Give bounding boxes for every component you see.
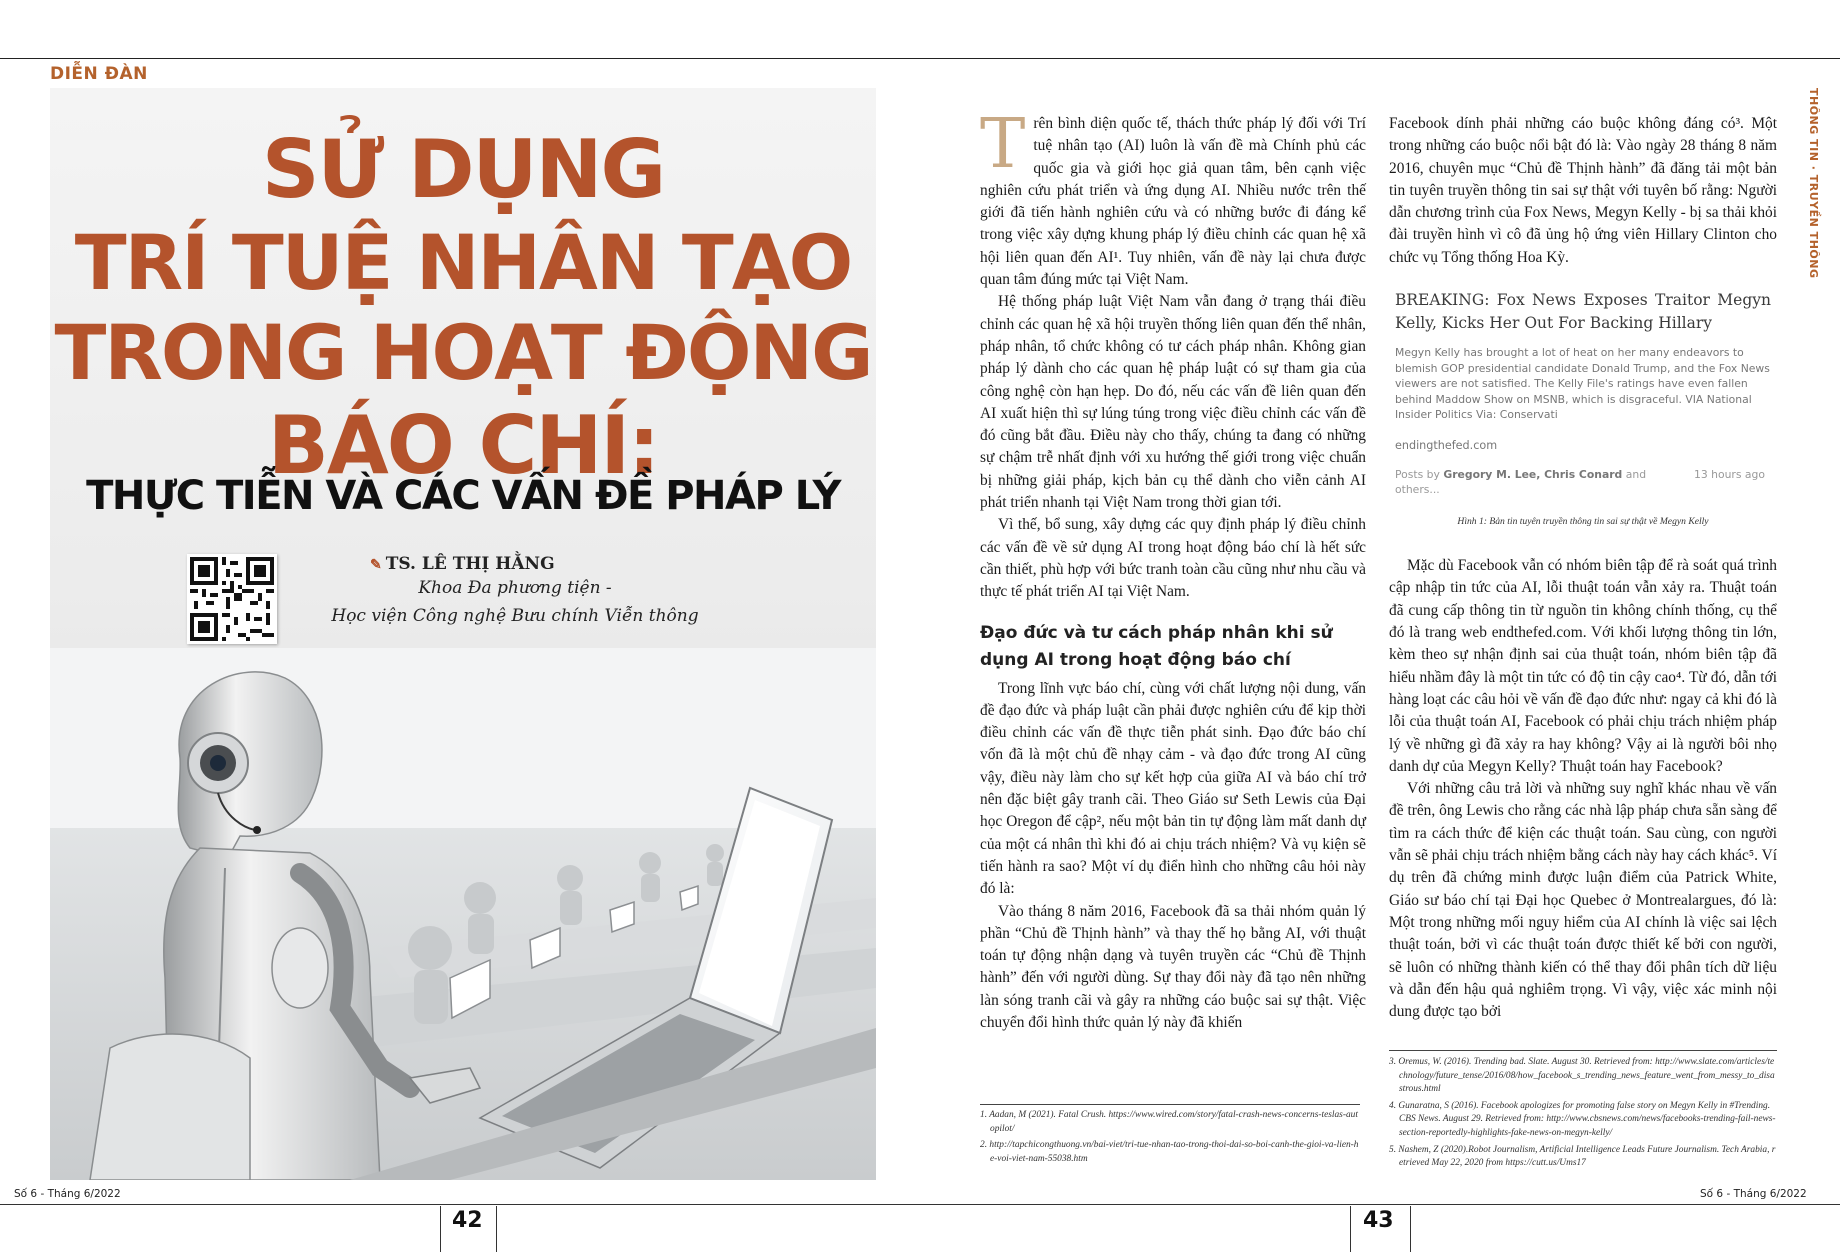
footnote-rule (1389, 1050, 1777, 1051)
fb-post-body: Megyn Kelly has brought a lot of heat on her many endeavors to blemish GOP presidential candidate Donald Trump, and the Fox News viewers are not satisfied. The Kelly File's ratings have even fallen behind Maddow Show on MSNB, which is disgraceful. VIA National Insider Politics Via: Conservati (1395, 346, 1770, 422)
fb-post-time: 13 hours ago (1693, 467, 1765, 481)
page-number-divider (1410, 1206, 1411, 1252)
paragraph: Vào tháng 8 năm 2016, Facebook đã sa thải nhóm quản lý phần “Chủ đề Thịnh hành” và thay thế họ bằng AI, với thuật toán tự động nhận dạng và tuyên truyền các “Chủ đề Thịnh hành” đến với người dùng. Sự thay đổi này đã tạo nên những làn sóng tranh cãi và gây ra những cáo buộc sai sự thật. Việc chuyển đổi hình thức quản lý này đã khiến (980, 902, 1366, 1031)
paragraph: Mặc dù Facebook vẫn có nhóm biên tập để rà soát quá trình cập nhập tin tức của AI, lỗi thuật toán vẫn xảy ra. Thuật toán đã cung cấp thông tin từ nguồn tin không chính thống, cụ thể đó là trang web endthefed.com. Với khối lượng thông tin lớn, kèm theo sự nhận định sai của thuật toán, nhóm biên tập đã hiểu nhầm đây là một tin tức có độ tin cậy cao⁴. Từ đó, dẫn tới hàng loạt các câu hỏi về vấn đề đạo đức như: ngay cả khi đó là lỗi của thuật toán AI, Facebook có phải chịu trách nhiệm pháp lý về những gì đã xảy ra hay không? Vậy ai là người bôi nhọ danh dự của Megyn Kelly? Thuật toán hay Facebook? (1389, 557, 1777, 775)
paragraph: Trong lĩnh vực báo chí, cùng với chất lượng nội dung, vấn đề đạo đức và pháp luật cần phải được nghiên cứu để kịp thời điều chỉnh các vấn đề thực tiễn phát sinh. Đạo đức báo chí vốn đã là một chủ đề nhạy cảm - và đạo đức trong AI cũng vậy, điều này làm cho sự kết hợp của giữa AI và báo chí trở nên đặc biệt gây tranh cãi. Theo Giáo sư Seth Lewis của Đại học Oregon để cập², nếu một bản tin tự động làm mất danh dự của một cá nhân thì khi đó ai chịu trách nhiệm? Và vụ kiện sẽ tiến hành ra sao? Một ví dụ điển hình cho những câu hỏi này đó là: (980, 679, 1366, 898)
title-line-1: SỬ DỤNG (261, 123, 665, 216)
qr-code-icon (190, 557, 274, 641)
qr-code[interactable] (187, 554, 277, 644)
top-rule (0, 58, 1840, 59)
fb-post-meta (1395, 467, 1771, 497)
author-name (370, 554, 730, 574)
page-number-divider (1350, 1206, 1351, 1252)
fb-post-authors: Gregory M. Lee, Chris Conard (1443, 467, 1623, 481)
fb-post-suffix: and others... (1395, 467, 1647, 496)
footnote: 3. Oremus, W. (2016). Trending bad. Slate. August 30. Retrieved from: http://www.slate.com/articles/technology/future_tense/2016/08/how_facebook_s_trending_news_feature_went_from_messy_to_disastrous.html (1389, 1057, 1775, 1095)
intro-text: rên bình diện quốc tế, thách thức pháp lý đối với Trí tuệ nhân tạo (AI) luôn là vấn đề mà Chính phủ các quốc gia và giới học giả quan tâm, bên cạnh việc nghiên cứu phát triển và ứng dụng AI. Nhiều nước trên thế giới đã tiến hành nghiên cứu và có những bước đi đáng kể trong việc xây dựng khung pháp lý điều chỉnh các quan hệ xã hội liên quan đến AI¹. Tuy nhiên, vấn đề này lại chưa được quan tâm đúng mức tại Việt Nam. (980, 115, 1366, 289)
footnotes-left (980, 1109, 1360, 1169)
footnote: 5. Nashem, Z (2020).Robot Journalism, Artificial Intelligence Leads Future Journalism. Tech Arabia, retrieved May 22, 2020 from https://cutt.us/Ums17 (1389, 1144, 1776, 1169)
paragraph: Với những câu trả lời và những suy nghĩ khác nhau về vấn đề trên, ông Lewis cho rằng các nhà lập pháp chưa sẵn sàng để tìm ra cách thức để kiện các thuật toán. Sau cùng, con người vẫn sẽ phải chịu trách nhiệm bằng cách này hay cách khác⁵. Ví dụ trên đã chứng minh được luận điểm của Patrick White, Giáo sư báo chí tại Đại học Quebec ở Montrealargues, đó là: Một trong những mối nguy hiểm của AI chính là việc sai lệch thuật toán, bởi vì các thuật toán được thiết kế bởi con người, sẽ luôn có những thành kiến có thể thay đổi phân tích dữ liệu và dẫn đến hậu quả nghiêm trọng. Vì vậy, việc xác minh nội dung được tạo bởi (1389, 780, 1777, 1021)
footnote: 1. Aadan, M (2021). Fatal Crush. https://www.wired.com/story/fatal-crash-news-concerns-teslas-autopilot/ (980, 1110, 1358, 1134)
issue-label-right: Số 6 - Tháng 6/2022 (1700, 1188, 1807, 1200)
footnote: 2. http://tapchicongthuong.vn/bai-viet/tri-tue-nhan-tao-trong-thoi-dai-so-boi-canh-the-gioi-va-lien-he-voi-viet-nam-55038.htm (980, 1140, 1359, 1164)
footnote-rule (980, 1104, 1360, 1105)
facebook-post-figure (1389, 289, 1777, 497)
hero-panel (50, 88, 876, 1180)
article-column-1 (980, 105, 1366, 1034)
drop-cap: T (980, 105, 1026, 184)
section-heading: Đạo đức và tư cách pháp nhân khi sử dụng AI trong hoạt động báo chí (980, 622, 1333, 670)
article-column-2 (1389, 113, 1777, 1023)
paragraph: Hệ thống pháp luật Việt Nam vẫn đang ở trạng thái điều chỉnh các quan hệ xã hội truyền thống liên quan đến thể nhân, pháp nhân, tổ chức không có tư cách pháp nhân. Không gian pháp lý dành cho các quan hệ pháp luật có sự tham gia của công nghệ còn hạn hẹp. Do đó, nếu các vấn đề liên quan đến AI xuất hiện thì sự lúng túng trong việc điều chỉnh các vấn đề đó cũng bắt đầu. Điều này cho thấy, chúng ta đang có những sự chậm trễ nhất định với xu hướng thế giới trong việc chuẩn bị những giải pháp, kịch bản cụ thể dành cho viễn cảnh AI phát triển nhanh tại Việt Nam trong thời gian tới. (980, 293, 1366, 512)
title-line-4: BÁO CHÍ: (267, 399, 659, 492)
fb-post-headline: BREAKING: Fox News Exposes Traitor Megyn Kelly, Kicks Her Out For Backing Hillary (1395, 291, 1771, 333)
article-subtitle: THỰC TIỄN VÀ CÁC VẤN ĐỀ PHÁP LÝ (86, 473, 840, 519)
paragraph: Facebook dính phải những cáo buộc không đáng có³. Một trong những cáo buộc nổi bật đó là: Vào ngày 28 tháng 8 năm 2016, chuyên mục “Chủ đề Thịnh hành” đã đăng tải một bản tin tuyên truyền thông tin sai sự thật với tuyên bố rằng: Người dẫn chương trình của Fox News, Megyn Kelly - bị sa thải khỏi đài truyền hình vì cô đã ủng hộ ứng viên Hillary Clinton cho chức vụ Tổng thống Hoa Kỳ. (1389, 115, 1777, 266)
page-number-left: 42 (452, 1208, 483, 1233)
fb-post-site: endingthefed.com (1395, 438, 1498, 452)
figure-caption: Hình 1: Bản tin tuyên truyền thông tin sai sự thật về Megyn Kelly (1457, 515, 1709, 527)
page-number-divider (440, 1206, 441, 1252)
intro-paragraph (980, 105, 1366, 291)
page-number-right: 43 (1363, 1208, 1394, 1233)
section-label: DIỄN ĐÀN (50, 64, 148, 84)
title-line-2: TRÍ TUỆ NHÂN TẠO (74, 218, 852, 307)
section-tab-text: THÔNG TIN · TRUYỀN THÔNG (1807, 88, 1820, 279)
section-tab (1800, 88, 1822, 279)
author-name-text: TS. LÊ THỊ HẰNG (385, 554, 555, 574)
footnote: 4. Gunaratna, S (2016). Facebook apologizes for promoting false story on Megyn Kelly in #Trending. CBS News. August 29. Retrieved from: http://www.cbsnews.com/news/facebooks-trending-fail-news-section-reportedly-highlights-fake-news-on-megyn-kelly/ (1389, 1100, 1776, 1138)
author-block (300, 554, 730, 630)
paragraph: Vì thế, bổ sung, xây dựng các quy định pháp lý điều chỉnh các vấn đề về sử dụng AI trong hoạt động báo chí là hết sức cần thiết, phù hợp với bức tranh toàn cầu cũng như nhu cầu và thực tế phát triển AI tại Việt Nam. (980, 516, 1366, 601)
footnotes-right (1389, 1056, 1777, 1174)
fb-post-prefix: Posts by (1395, 467, 1440, 481)
title-line-3: TRONG HOẠT ĐỘNG (54, 308, 872, 397)
pen-icon: ✎ (370, 557, 382, 573)
footer-rule (0, 1204, 1840, 1205)
robot-journalists-illustration (50, 648, 876, 1180)
issue-label-left: Số 6 - Tháng 6/2022 (14, 1188, 121, 1200)
author-affiliation-2: Học viện Công nghệ Bưu chính Viễn thông (331, 606, 699, 626)
page-number-divider (496, 1206, 497, 1252)
author-affiliation-1: Khoa Đa phương tiện - (418, 578, 612, 598)
